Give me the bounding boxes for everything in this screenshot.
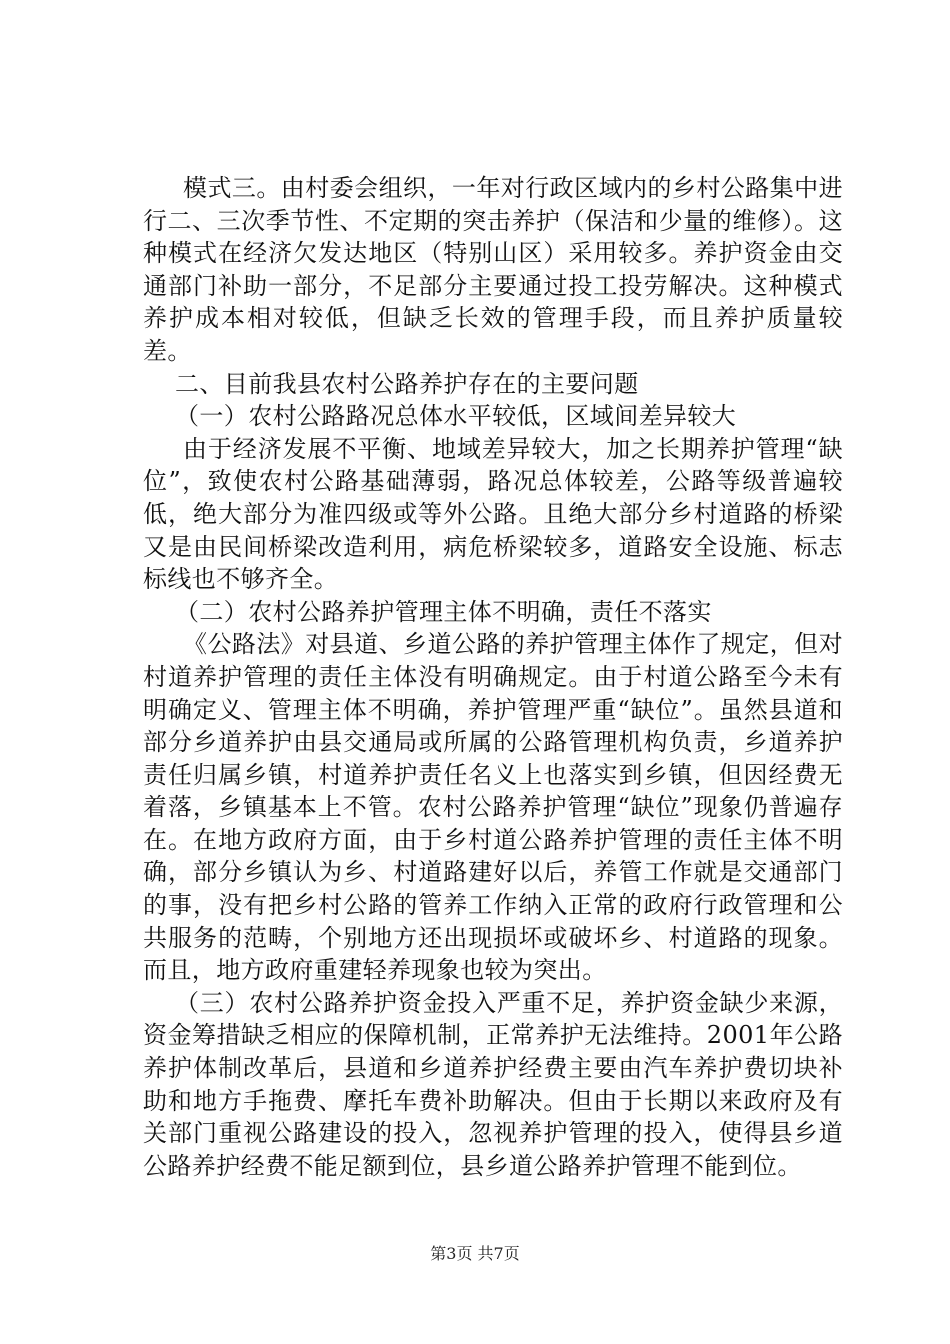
page-number-label: 第3页 共7页 bbox=[430, 1244, 520, 1263]
subheading-management-subject: （二）农村公路养护管理主体不明确，责任不落实 bbox=[175, 597, 712, 626]
paragraph-mode-three: 模式三。由村委会组织，一年对行政区域内的乡村公路集中进行二、三次季节性、不定期的突击养护（保洁和少量的维修）。这种模式在经济欠发达地区（特别山区）采用较多。养护资金由交通部门补助一部分，不足部分主要通过投工投劳解决。这种模式养护成本相对较低，但缺乏长效的管理手段，而且养护质量较差。 bbox=[143, 174, 843, 365]
paragraph-management-subject: 《公路法》对县道、乡道公路的养护管理主体作了规定，但对村道养护管理的责任主体没有明确规定。由于村道公路至今未有明确定义、管理主体不明确，养护管理严重“缺位”。虽然县道和部分乡道养护由县交通局或所属的公路管理机构负责，乡道养护责任归属乡镇，村道养护责任名义上也落实到乡镇，但因经费无着落，乡镇基本上不管。农村公路养护管理“缺位”现象仍普遍存在。在地方政府方面，由于乡村道公路养护管理的责任主体不明确，部分乡镇认为乡、村道路建好以后，养管工作就是交通部门的事，没有把乡村公路的管养工作纳入正常的政府行政管理和公共服务的范畴，个别地方还出现损坏或破坏乡、村道路的现象。而且，地方政府重建轻养现象也较为突出。 bbox=[143, 630, 843, 985]
subheading-road-condition: （一）农村公路路况总体水平较低，区域间差异较大 bbox=[175, 402, 737, 431]
document-body bbox=[143, 172, 843, 1182]
paragraph-road-condition: 由于经济发展不平衡、地域差异较大，加之长期养护管理“缺位”，致使农村公路基础薄弱，路况总体较差，公路等级普遍较低，绝大部分为准四级或等外公路。且绝大部分乡村道路的桥梁又是由民间桥梁改造利用，病危桥梁较多，道路安全设施、标志标线也不够齐全。 bbox=[143, 434, 843, 594]
paragraph-funding-shortage: （三）农村公路养护资金投入严重不足，养护资金缺少来源，资金筹措缺乏相应的保障机制，正常养护无法维持。2001年公路养护体制改革后，县道和乡道养护经费主要由汽车养护费切块补助和地方手拖费、摩托车费补助解决。但由于长期以来政府及有关部门重视公路建设的投入，忽视养护管理的投入，使得县乡道公路养护经费不能足额到位，县乡道公路养护管理不能到位。 bbox=[143, 988, 843, 1180]
section-heading-main-problems: 二、目前我县农村公路养护存在的主要问题 bbox=[175, 369, 639, 398]
page-footer bbox=[0, 1244, 950, 1264]
